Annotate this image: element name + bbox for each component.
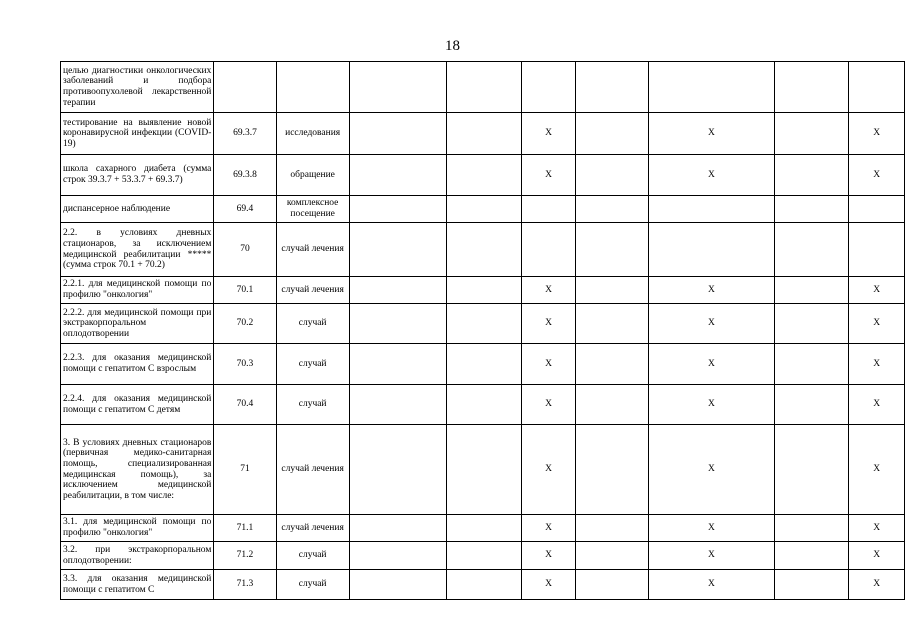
row-name: школа сахарного диабета (сумма строк 39.3.7 + 53.3.7 + 69.3.7) [61,155,214,196]
row-unit: случай лечения [276,515,349,542]
row-code: 71 [214,425,276,515]
row-name: 3.1. для медицинской помощи по профилю "онкология" [61,515,214,542]
row-code: 69.3.8 [214,155,276,196]
row-mark-cell: X [521,277,576,304]
row-code: 70.2 [214,304,276,344]
row-mark-cell [576,385,648,425]
row-mark-cell [576,113,648,155]
row-mark-cell [446,304,521,344]
row-mark-cell: X [849,425,905,515]
row-mark-cell [446,277,521,304]
row-mark-cell [775,62,849,113]
row-mark-cell [648,196,775,223]
row-mark-cell [349,515,446,542]
row-mark-cell [349,196,446,223]
row-name: тестирование на выявление новой коронавирусной инфекции (COVID-19) [61,113,214,155]
table-row [61,155,905,196]
row-mark-cell: X [648,344,775,385]
table-row [61,62,905,113]
row-mark-cell [349,344,446,385]
row-name: 2.2. в условиях дневных стационаров, за исключением медицинской реабилитации ***** (сумма строк 70.1 + 70.2) [61,223,214,277]
row-code: 70.3 [214,344,276,385]
row-unit: случай лечения [276,277,349,304]
row-unit: случай [276,344,349,385]
row-mark-cell [775,542,849,570]
row-mark-cell [349,304,446,344]
row-mark-cell: X [521,515,576,542]
table-row [61,196,905,223]
row-mark-cell [576,62,648,113]
row-mark-cell [775,515,849,542]
row-name: 2.2.1. для медицинской помощи по профилю "онкология" [61,277,214,304]
row-mark-cell [775,196,849,223]
row-mark-cell [576,515,648,542]
row-mark-cell [849,223,905,277]
row-mark-cell [349,62,446,113]
row-mark-cell [775,570,849,600]
row-mark-cell [446,385,521,425]
table-row [61,542,905,570]
table-row [61,515,905,542]
row-mark-cell [446,155,521,196]
row-mark-cell: X [849,277,905,304]
table-row [61,425,905,515]
row-unit: случай [276,304,349,344]
row-mark-cell [775,113,849,155]
row-unit [276,62,349,113]
row-mark-cell [446,515,521,542]
row-code: 70.1 [214,277,276,304]
row-code: 69.3.7 [214,113,276,155]
row-unit: случай лечения [276,425,349,515]
row-mark-cell: X [648,515,775,542]
row-mark-cell [349,425,446,515]
row-code: 71.1 [214,515,276,542]
row-mark-cell [446,425,521,515]
row-mark-cell [775,277,849,304]
row-mark-cell: X [849,155,905,196]
row-mark-cell: X [849,304,905,344]
row-mark-cell: X [849,542,905,570]
row-mark-cell: X [849,113,905,155]
row-unit: случай лечения [276,223,349,277]
row-unit: случай [276,570,349,600]
table-row [61,223,905,277]
data-table [60,61,905,600]
row-mark-cell [775,155,849,196]
page-number: 18 [445,38,460,54]
row-mark-cell: X [648,277,775,304]
row-mark-cell [446,570,521,600]
table-row [61,385,905,425]
row-mark-cell: X [849,515,905,542]
row-mark-cell [849,62,905,113]
row-mark-cell [446,62,521,113]
table-row [61,113,905,155]
row-name: 3.2. при экстракорпоральном оплодотворении: [61,542,214,570]
row-mark-cell: X [521,542,576,570]
row-mark-cell [648,62,775,113]
row-mark-cell [775,385,849,425]
row-mark-cell: X [521,155,576,196]
row-mark-cell: X [648,113,775,155]
row-mark-cell [775,304,849,344]
row-mark-cell [576,344,648,385]
row-mark-cell: X [648,155,775,196]
row-mark-cell [349,570,446,600]
table-row [61,344,905,385]
row-unit: исследования [276,113,349,155]
row-code: 70.4 [214,385,276,425]
row-name: диспансерное наблюдение [61,196,214,223]
table-row [61,304,905,344]
row-mark-cell [521,62,576,113]
row-mark-cell [775,344,849,385]
row-mark-cell [849,196,905,223]
row-mark-cell [349,277,446,304]
row-mark-cell [576,223,648,277]
row-mark-cell [576,425,648,515]
table-row [61,570,905,600]
row-mark-cell: X [521,304,576,344]
row-mark-cell [576,155,648,196]
row-mark-cell [349,155,446,196]
row-unit: случай [276,385,349,425]
row-mark-cell: X [521,113,576,155]
row-mark-cell: X [521,385,576,425]
row-mark-cell [446,344,521,385]
row-code: 69.4 [214,196,276,223]
row-unit: случай [276,542,349,570]
row-mark-cell: X [648,542,775,570]
row-mark-cell [349,113,446,155]
row-name: 3. В условиях дневных стационаров (первичная медико-санитарная помощь, специализированная медицинская помощь), за исключением медицинской реабилитации, в том числе: [61,425,214,515]
row-mark-cell [446,196,521,223]
row-mark-cell [446,542,521,570]
row-mark-cell [648,223,775,277]
row-mark-cell [576,277,648,304]
row-mark-cell: X [521,344,576,385]
row-mark-cell [576,196,648,223]
row-code: 71.3 [214,570,276,600]
row-mark-cell [521,223,576,277]
row-name: целью диагностики онкологических заболеваний и подбора противоопухолевой лекарственной терапии [61,62,214,113]
row-mark-cell: X [521,570,576,600]
row-mark-cell [446,113,521,155]
row-mark-cell: X [521,425,576,515]
row-mark-cell [775,223,849,277]
row-mark-cell [576,542,648,570]
row-mark-cell [576,570,648,600]
row-name: 3.3. для оказания медицинской помощи с гепатитом С [61,570,214,600]
row-code: 70 [214,223,276,277]
row-mark-cell [349,542,446,570]
row-mark-cell: X [648,425,775,515]
row-mark-cell: X [849,570,905,600]
row-mark-cell: X [849,385,905,425]
row-mark-cell: X [849,344,905,385]
row-name: 2.2.2. для медицинской помощи при экстракорпоральном оплодотворении [61,304,214,344]
row-name: 2.2.4. для оказания медицинской помощи с гепатитом С детям [61,385,214,425]
table-row [61,277,905,304]
row-mark-cell: X [648,570,775,600]
row-mark-cell: X [648,304,775,344]
row-unit: обращение [276,155,349,196]
row-mark-cell [446,223,521,277]
row-name: 2.2.3. для оказания медицинской помощи с гепатитом С взрослым [61,344,214,385]
row-code: 71.2 [214,542,276,570]
row-unit: комплексное посещение [276,196,349,223]
row-mark-cell [775,425,849,515]
row-mark-cell: X [648,385,775,425]
row-mark-cell [349,385,446,425]
row-code [214,62,276,113]
row-mark-cell [349,223,446,277]
row-mark-cell [576,304,648,344]
row-mark-cell [521,196,576,223]
